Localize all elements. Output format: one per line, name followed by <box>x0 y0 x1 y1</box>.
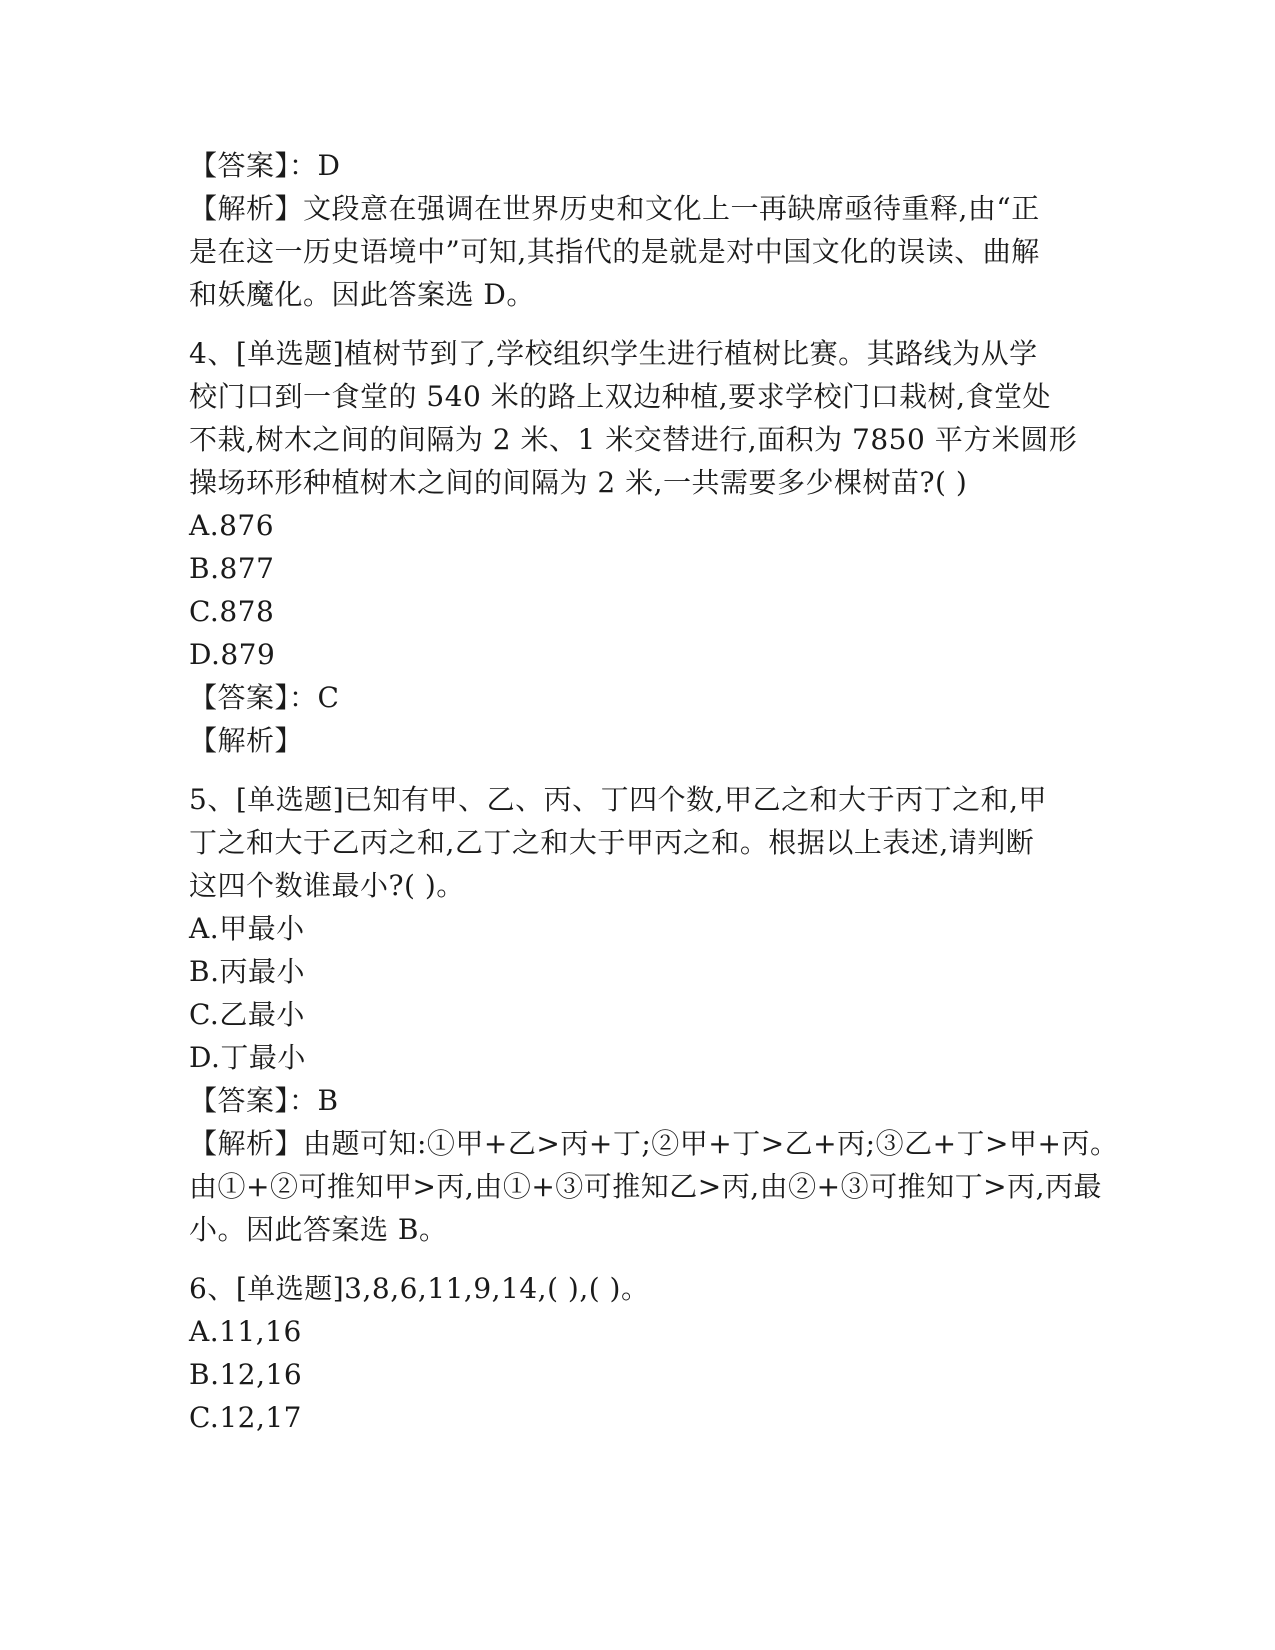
option-b: B.丙最小 <box>189 955 305 988</box>
question-4 <box>189 332 1089 762</box>
question-5 <box>189 778 1119 1251</box>
question-stem-line: 5、[单选题]已知有甲、乙、丙、丁四个数,甲乙之和大于丙丁之和,甲 <box>189 783 1047 816</box>
option-b: B.12,16 <box>189 1358 303 1391</box>
analysis-line: 由①+②可推知甲>丙,由①+③可推知乙>丙,由②+③可推知丁>丙,丙最 <box>189 1170 1102 1203</box>
answer-line: 【答案】：D <box>189 149 341 182</box>
analysis-line: 【解析】 <box>189 724 304 757</box>
analysis-line: 是在这一历史语境中”可知,其指代的是就是对中国文化的误读、曲解 <box>189 235 1040 268</box>
option-a: A.11,16 <box>189 1315 302 1348</box>
answer-line: 【答案】：B <box>189 1084 339 1117</box>
question-stem-line: 操场环形种植树木之间的间隔为 2 米,一共需要多少棵树苗?( ) <box>189 466 968 499</box>
analysis-line: 小。因此答案选 B。 <box>189 1213 448 1246</box>
question-stem-line: 校门口到一食堂的 540 米的路上双边种植,要求学校门口栽树,食堂处 <box>189 380 1052 413</box>
question-3-tail <box>189 144 1089 316</box>
option-a: A.甲最小 <box>189 912 305 945</box>
question-stem-line: 丁之和大于乙丙之和,乙丁之和大于甲丙之和。根据以上表述,请判断 <box>189 826 1035 859</box>
analysis-line: 和妖魔化。因此答案选 D。 <box>189 278 535 311</box>
option-b: B.877 <box>189 552 275 585</box>
option-a: A.876 <box>189 509 275 542</box>
analysis-line: 【解析】文段意在强调在世界历史和文化上一再缺席亟待重释,由“正 <box>189 192 1040 225</box>
option-c: C.乙最小 <box>189 998 305 1031</box>
option-d: D.879 <box>189 638 276 671</box>
question-stem-line: 6、[单选题]3,8,6,11,9,14,( ),( )。 <box>189 1272 650 1305</box>
analysis-line: 【解析】由题可知:①甲+乙>丙+丁;②甲+丁>乙+丙;③乙+丁>甲+丙。 <box>189 1127 1119 1160</box>
document-page <box>189 144 1119 1439</box>
option-d: D.丁最小 <box>189 1041 306 1074</box>
question-stem-line: 不栽,树木之间的间隔为 2 米、1 米交替进行,面积为 7850 平方米圆形 <box>189 423 1078 456</box>
question-6 <box>189 1267 1089 1439</box>
option-c: C.878 <box>189 595 275 628</box>
answer-line: 【答案】：C <box>189 681 340 714</box>
question-stem-line: 这四个数谁最小?( )。 <box>189 869 465 902</box>
option-c: C.12,17 <box>189 1401 302 1434</box>
question-stem-line: 4、[单选题]植树节到了,学校组织学生进行植树比赛。其路线为从学 <box>189 337 1038 370</box>
